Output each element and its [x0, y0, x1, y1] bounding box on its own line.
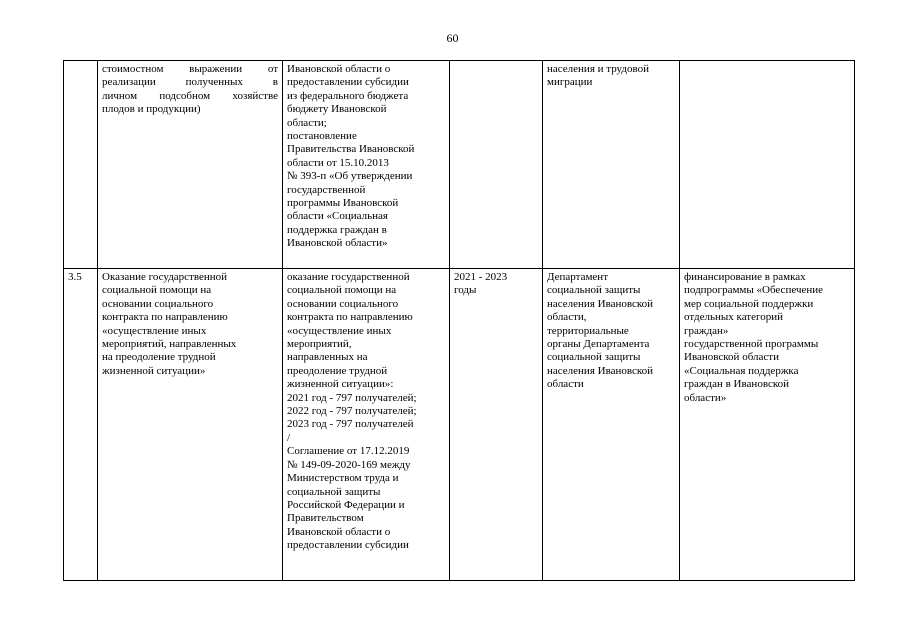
table-row: [64, 61, 855, 269]
cell-text-line: области от 15.10.2013: [287, 156, 389, 169]
cell-result-basis: [283, 61, 450, 269]
cell-text-line: Ивановской области: [684, 351, 779, 364]
cell-financing: [680, 269, 855, 581]
cell-text-line: Ивановской области о: [287, 63, 391, 75]
cell-text-line: основании социального: [102, 297, 214, 310]
cell-text-line: направленных на: [287, 351, 368, 364]
cell-text-line: «осуществление иных: [287, 324, 392, 337]
cell-text-line: органы Департамента: [547, 338, 650, 351]
cell-text-line: контракта по направлению: [287, 311, 413, 324]
cell-text-line: Ивановской области о: [287, 525, 391, 538]
cell-text-line: Оказание государственной: [102, 271, 228, 283]
cell-text-line: жизненной ситуации»: [102, 364, 206, 377]
cell-text-line: отдельных категорий: [684, 311, 784, 324]
cell-text-line: миграции: [547, 76, 593, 89]
cell-text-line: мер социальной поддержки: [684, 297, 814, 310]
cell-measure-name: [98, 269, 283, 581]
cell-text-line: населения и трудовой: [547, 63, 649, 75]
cell-text-line: территориальные: [547, 324, 629, 337]
cell-text-line: реализации полученных в: [102, 76, 278, 89]
cell-text-line: плодов и продукции): [102, 103, 201, 116]
cell-text-line: основании социального: [287, 297, 399, 310]
cell-text-line: мероприятий,: [287, 338, 352, 351]
cell-text-line: «осуществление иных: [102, 324, 207, 337]
cell-text-line: области «Социальная: [287, 210, 388, 223]
cell-text-line: государственной программы: [684, 338, 819, 351]
page-number: 60: [446, 31, 459, 45]
cell-text-line: Министерством труда и: [287, 472, 399, 485]
cell-text-line: из федерального бюджета: [287, 89, 409, 102]
cell-text-line: оказание государственной: [287, 271, 410, 283]
cell-text-line: Правительства Ивановской: [287, 143, 415, 156]
cell-text-line: населения Ивановской: [547, 364, 654, 377]
cell-text-line: контракта по направлению: [102, 311, 228, 324]
cell-text-line: предоставлении субсидии: [287, 76, 409, 89]
cell-text-line: области»: [684, 391, 727, 404]
cell-financing: [680, 61, 855, 269]
cell-text-line: Соглашение от 17.12.2019: [287, 445, 410, 458]
cell-text-line: области;: [287, 116, 327, 129]
cell-period: [450, 269, 543, 581]
cell-text-line: предоставлении субсидии: [287, 539, 409, 552]
cell-text-line: стоимостном выражении от: [102, 63, 278, 75]
cell-number: [64, 61, 98, 269]
cell-text-line: «Социальная поддержка: [684, 364, 799, 377]
cell-text-line: области,: [547, 311, 587, 324]
cell-text-line: /: [287, 431, 291, 444]
cell-text-line: бюджету Ивановской: [287, 103, 387, 116]
cell-responsible: [543, 269, 680, 581]
row-number: 3.5: [68, 271, 82, 283]
cell-result-basis: [283, 269, 450, 581]
cell-text-line: Ивановской области»: [287, 237, 388, 250]
cell-text-line: № 393-п «Об утверждении: [287, 170, 413, 183]
cell-text-line: социальной помощи на: [287, 284, 397, 297]
cell-text-line: на преодоление трудной: [102, 351, 216, 364]
cell-text-line: граждан в Ивановской: [684, 378, 789, 391]
cell-text-line: 2021 - 2023: [454, 271, 508, 283]
measures-table: [63, 60, 855, 581]
cell-text-line: № 149-09-2020-169 между: [287, 458, 411, 471]
cell-text-line: социальной защиты: [547, 284, 641, 297]
cell-text-line: годы: [454, 284, 477, 297]
cell-text-line: граждан»: [684, 324, 729, 337]
cell-text-line: социальной защиты: [547, 351, 641, 364]
cell-text-line: мероприятий, направленных: [102, 338, 237, 351]
cell-text-line: 2022 год - 797 получателей;: [287, 405, 417, 418]
cell-measure-name: [98, 61, 283, 269]
cell-text-line: финансирование в рамках: [684, 271, 806, 283]
cell-text-line: личном подсобном хозяйстве: [102, 89, 278, 102]
cell-text-line: социальной помощи на: [102, 284, 212, 297]
cell-text-line: 2023 год - 797 получателей: [287, 418, 414, 431]
cell-text-line: поддержка граждан в: [287, 223, 387, 236]
cell-text-line: Правительством: [287, 512, 364, 525]
cell-text-line: населения Ивановской: [547, 297, 654, 310]
cell-text-line: постановление: [287, 130, 357, 143]
cell-text-line: социальной защиты: [287, 485, 381, 498]
cell-text-line: области: [547, 378, 584, 391]
cell-text-line: преодоление трудной: [287, 364, 388, 377]
cell-text-line: государственной: [287, 183, 366, 196]
cell-period: [450, 61, 543, 269]
cell-text-line: подпрограммы «Обеспечение: [684, 284, 824, 297]
cell-text-line: 2021 год - 797 получателей;: [287, 391, 417, 404]
cell-text-line: жизненной ситуации»:: [287, 378, 394, 391]
cell-number: [64, 269, 98, 581]
cell-text-line: Российской Федерации и: [287, 498, 405, 511]
cell-text-line: программы Ивановской: [287, 197, 399, 210]
cell-responsible: [543, 61, 680, 269]
table-row: [64, 269, 855, 581]
cell-text-line: Департамент: [547, 271, 609, 283]
